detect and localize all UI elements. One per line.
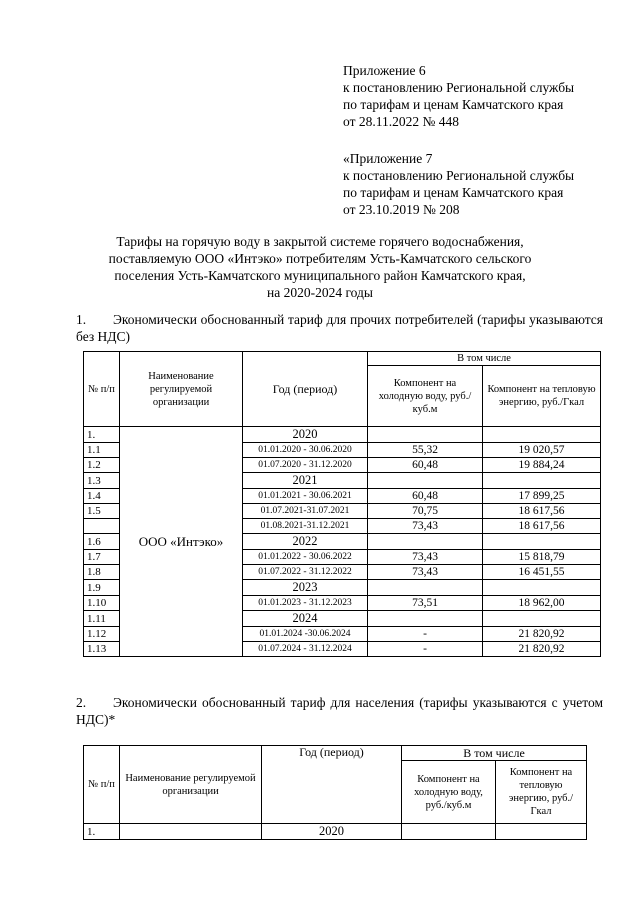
row-num: 1.12 (84, 627, 120, 642)
row-num: 1.4 (84, 489, 120, 504)
title-line: на 2020-2024 годы (267, 285, 373, 300)
tariff-table-population (83, 745, 587, 840)
table-row (84, 427, 601, 443)
row-period: 01.07.2022 - 31.12.2022 (243, 565, 368, 580)
section-text: Экономически обоснованный тариф для прочих потребителей (тарифы указываются без НДС) (76, 312, 603, 344)
header-heat-energy: Компонент на тепловую энергию, руб./Гкал (483, 366, 601, 427)
row-period: 01.01.2021 - 30.06.2021 (243, 489, 368, 504)
row-cold-value: 73,43 (368, 519, 483, 534)
header-heat-energy: Компонент на тепловую энергию, руб./Гкал (496, 761, 587, 824)
appendix-7-header (343, 150, 574, 218)
row-cold-value: 60,48 (368, 489, 483, 504)
row-year: 2023 (243, 580, 368, 596)
row-cold-value: - (368, 642, 483, 657)
header-cold-water: Компонент на холодную воду, руб./куб.м (402, 761, 496, 824)
row-num: 1. (84, 427, 120, 443)
row-heat-value: 18 617,56 (483, 519, 601, 534)
section-1-heading (76, 311, 603, 345)
row-cold-value: - (368, 627, 483, 642)
row-year: 2020 (243, 427, 368, 443)
header-including: В том числе (368, 352, 601, 366)
row-num: 1.11 (84, 611, 120, 627)
title-line: Тарифы на горячую воду в закрытой системе горячего водоснабжения, (116, 234, 524, 249)
section-number: 1. (76, 312, 87, 327)
row-num: 1.5 (84, 504, 120, 519)
row-num (84, 519, 120, 534)
appendix-6-header (343, 62, 574, 130)
table-row (84, 824, 587, 840)
row-heat-value: 18 617,56 (483, 504, 601, 519)
row-period: 01.01.2020 - 30.06.2020 (243, 443, 368, 458)
row-year: 2024 (243, 611, 368, 627)
row-cold-value: 73,43 (368, 550, 483, 565)
appendix-line: Приложение 6 (343, 63, 426, 78)
appendix-line: по тарифам и ценам Камчатского края (343, 97, 564, 112)
row-heat-value: 15 818,79 (483, 550, 601, 565)
row-num: 1.10 (84, 596, 120, 611)
row-period: 01.01.2024 -30.06.2024 (243, 627, 368, 642)
row-period: 01.07.2020 - 31.12.2020 (243, 458, 368, 473)
row-num: 1. (84, 824, 120, 840)
title-line: поселения Усть-Камчатского муниципального район Камчатского края, (114, 268, 526, 283)
row-heat-value: 19 020,57 (483, 443, 601, 458)
row-cold-value: 55,32 (368, 443, 483, 458)
row-period: 01.01.2022 - 30.06.2022 (243, 550, 368, 565)
row-period: 01.07.2021-31.07.2021 (243, 504, 368, 519)
header-including: В том числе (402, 746, 587, 761)
row-num: 1.13 (84, 642, 120, 657)
section-2-heading (76, 694, 603, 728)
header-org: Наименование регулируемой организации (120, 352, 243, 427)
row-period: 01.07.2024 - 31.12.2024 (243, 642, 368, 657)
row-year: 2022 (243, 534, 368, 550)
row-heat-value: 19 884,24 (483, 458, 601, 473)
row-heat-value: 16 451,55 (483, 565, 601, 580)
row-heat-value: 18 962,00 (483, 596, 601, 611)
row-num: 1.7 (84, 550, 120, 565)
title-line: поставляемую ООО «Интэко» потребителям Усть-Камчатского сельского (108, 251, 532, 266)
row-cold-value: 73,51 (368, 596, 483, 611)
appendix-line: к постановлению Региональной службы (343, 168, 575, 183)
row-num: 1.3 (84, 473, 120, 489)
header-num: № п/п (84, 352, 120, 427)
header-num: № п/п (84, 746, 120, 824)
row-heat-value: 21 820,92 (483, 642, 601, 657)
header-period: Год (период) (262, 746, 402, 824)
appendix-line: «Приложение 7 (343, 151, 433, 166)
appendix-line: к постановлению Региональной службы (343, 80, 575, 95)
row-heat-value: 17 899,25 (483, 489, 601, 504)
document-title (60, 233, 580, 301)
row-cold-value: 60,48 (368, 458, 483, 473)
organization-name: ООО «Интэко» (120, 427, 243, 657)
row-heat-value: 21 820,92 (483, 627, 601, 642)
tariff-table-other-consumers (83, 351, 601, 657)
header-cold-water: Компонент на холодную воду, руб./куб.м (368, 366, 483, 427)
row-num: 1.6 (84, 534, 120, 550)
row-num: 1.1 (84, 443, 120, 458)
row-num: 1.2 (84, 458, 120, 473)
appendix-line: от 23.10.2019 № 208 (343, 202, 460, 217)
row-period: 01.08.2021-31.12.2021 (243, 519, 368, 534)
row-year: 2021 (243, 473, 368, 489)
row-cold-value: 73,43 (368, 565, 483, 580)
row-cold-value: 70,75 (368, 504, 483, 519)
section-text: Экономически обоснованный тариф для населения (тарифы указываются с учетом НДС)* (76, 695, 603, 727)
section-number: 2. (76, 695, 87, 710)
header-org: Наименование регулируемой организации (120, 746, 262, 824)
row-period: 01.01.2023 - 31.12.2023 (243, 596, 368, 611)
appendix-line: от 28.11.2022 № 448 (343, 114, 459, 129)
row-num: 1.9 (84, 580, 120, 596)
header-period: Год (период) (243, 352, 368, 427)
row-year: 2020 (262, 824, 402, 840)
row-num: 1.8 (84, 565, 120, 580)
appendix-line: по тарифам и ценам Камчатского края (343, 185, 564, 200)
